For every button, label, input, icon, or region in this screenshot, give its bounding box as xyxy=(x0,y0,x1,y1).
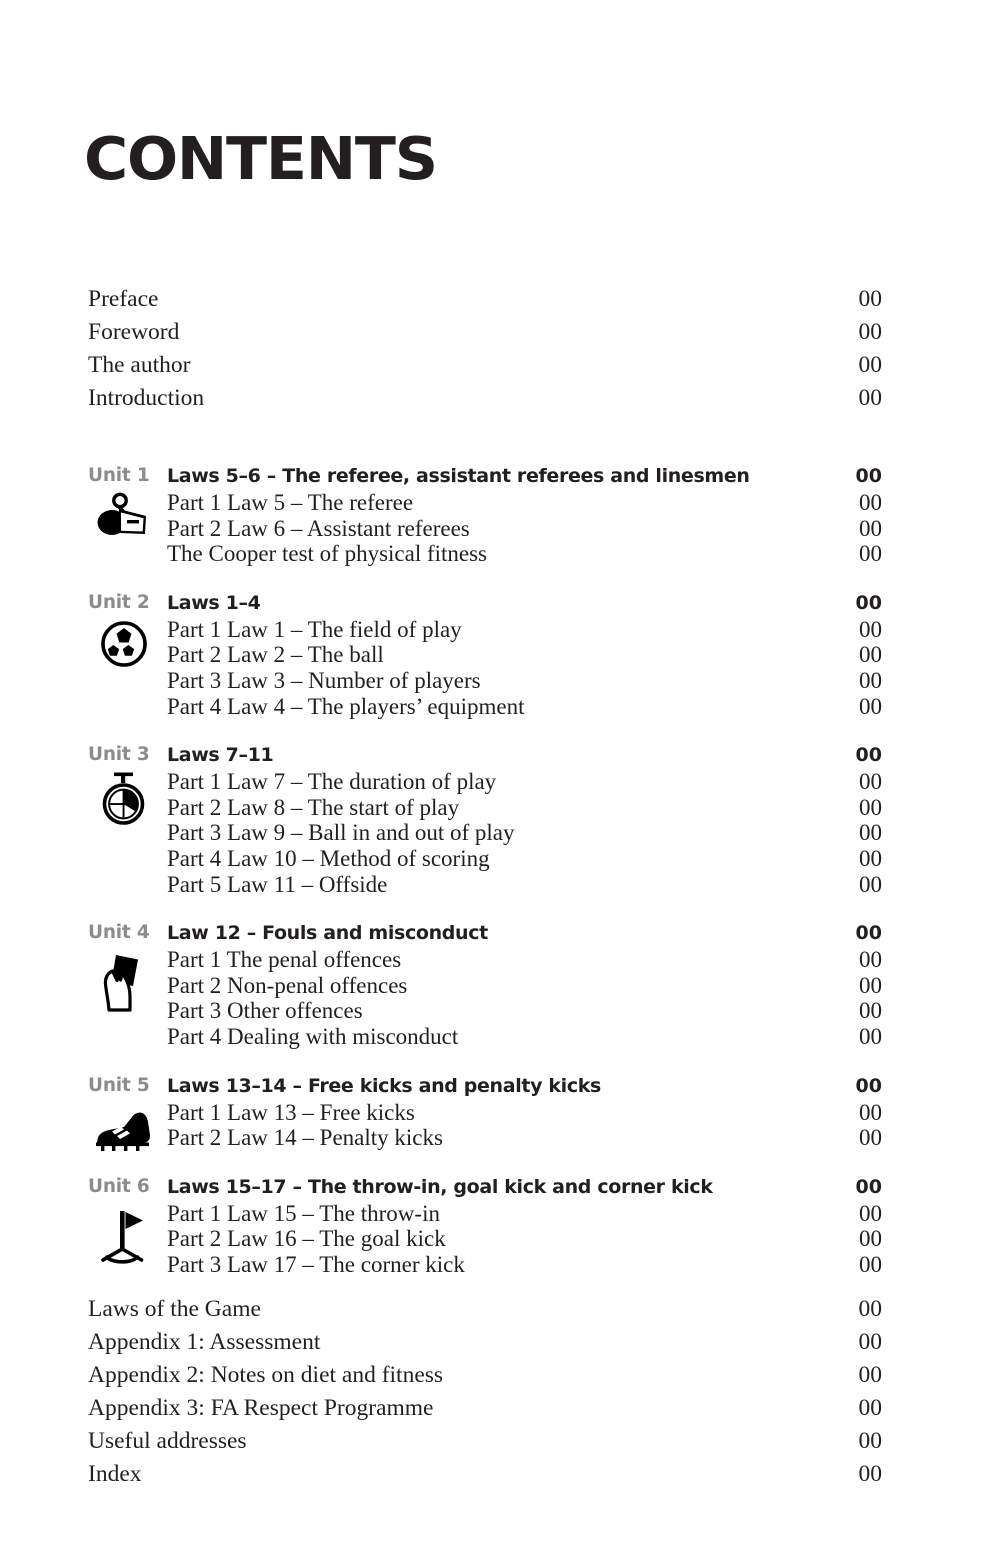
unit-title: Laws 15–17 – The throw-in, goal kick and corner kick xyxy=(167,1175,713,1198)
spacer xyxy=(88,415,882,462)
part-label: Part 2 Law 2 – The ball xyxy=(167,642,384,668)
part-row[interactable] xyxy=(167,1226,882,1252)
stopwatch-icon xyxy=(88,769,160,839)
part-label: Part 3 Other offences xyxy=(167,998,363,1024)
unit-tag: Unit 5 xyxy=(88,1074,150,1096)
part-row[interactable] xyxy=(167,998,882,1024)
unit-tag: Unit 1 xyxy=(88,465,150,486)
part-row[interactable] xyxy=(167,947,882,973)
corner-flag-icon xyxy=(88,1201,160,1271)
part-label: Part 1 Law 7 – The duration of play xyxy=(167,769,497,795)
unit-title: Laws 1–4 xyxy=(167,591,261,614)
page-number: 00 xyxy=(858,1395,882,1422)
part-label: The Cooper test of physical fitness xyxy=(167,541,488,567)
page-number: 00 xyxy=(859,947,882,973)
unit-heading[interactable] xyxy=(88,462,882,490)
entry-label: Appendix 1: Assessment xyxy=(88,1329,321,1356)
entry-label: Appendix 3: FA Respect Programme xyxy=(88,1395,434,1422)
page-number: 00 xyxy=(859,642,882,668)
page-title: CONTENTS xyxy=(84,124,437,193)
football-icon xyxy=(88,617,160,687)
page-number: 00 xyxy=(859,998,882,1024)
part-row[interactable] xyxy=(167,541,882,567)
list-item[interactable] xyxy=(88,1359,882,1392)
entry-label: Introduction xyxy=(88,385,205,411)
unit-heading[interactable] xyxy=(88,589,882,617)
unit-parts xyxy=(88,769,882,897)
part-label: Part 2 Law 16 – The goal kick xyxy=(167,1226,446,1252)
part-row[interactable] xyxy=(167,795,882,821)
page-number: 00 xyxy=(859,1125,882,1151)
entry-label: Appendix 2: Notes on diet and fitness xyxy=(88,1362,444,1389)
list-item[interactable] xyxy=(88,349,882,382)
unit-tag: Unit 6 xyxy=(88,1175,150,1197)
page-number: 00 xyxy=(859,541,882,567)
front-matter-list xyxy=(88,283,882,415)
unit-heading[interactable] xyxy=(88,919,882,947)
page-number: 00 xyxy=(855,922,882,945)
page-number: 00 xyxy=(859,1099,882,1125)
unit-tag: Unit 3 xyxy=(88,744,150,766)
entry-label: Index xyxy=(88,1461,142,1488)
part-row[interactable] xyxy=(167,1201,882,1227)
unit-parts xyxy=(88,1100,882,1151)
part-label: Part 1 Law 1 – The field of play xyxy=(167,616,462,642)
page-number: 00 xyxy=(859,490,882,515)
page-number: 00 xyxy=(858,385,882,411)
page-number: 00 xyxy=(858,319,882,345)
page-number: 00 xyxy=(858,1461,882,1488)
page-number: 00 xyxy=(855,1175,882,1198)
page-number: 00 xyxy=(859,515,882,541)
unit-title: Laws 5–6 – The referee, assistant referees and linesmen xyxy=(167,465,750,487)
part-row[interactable] xyxy=(167,1024,882,1050)
unit-block-1 xyxy=(88,462,882,567)
page-number: 00 xyxy=(859,693,882,719)
unit-block-6 xyxy=(88,1173,882,1278)
page-number: 00 xyxy=(859,794,882,820)
part-label: Part 2 Law 6 – Assistant referees xyxy=(167,515,470,541)
unit-heading[interactable] xyxy=(88,1173,882,1201)
unit-parts xyxy=(88,947,882,1049)
back-matter-list xyxy=(88,1293,882,1491)
page-number: 00 xyxy=(859,820,882,846)
unit-title: Law 12 – Fouls and misconduct xyxy=(167,922,488,945)
unit-parts xyxy=(88,617,882,719)
list-item[interactable] xyxy=(88,1425,882,1458)
list-item[interactable] xyxy=(88,1293,882,1326)
part-row[interactable] xyxy=(167,846,882,872)
page-number: 00 xyxy=(859,845,882,871)
page-number: 00 xyxy=(858,1362,882,1389)
part-row[interactable] xyxy=(167,617,882,643)
entry-label: The author xyxy=(88,352,191,378)
page-number: 00 xyxy=(859,972,882,998)
part-label: Part 3 Law 9 – Ball in and out of play xyxy=(167,820,515,846)
page-number: 00 xyxy=(859,1200,882,1226)
entry-label: Laws of the Game xyxy=(88,1296,261,1323)
part-label: Part 2 Non-penal offences xyxy=(167,972,408,998)
part-row[interactable] xyxy=(167,769,882,795)
part-label: Part 1 The penal offences xyxy=(167,947,402,973)
part-row[interactable] xyxy=(167,1252,882,1278)
part-label: Part 1 Law 13 – Free kicks xyxy=(167,1099,415,1125)
part-row[interactable] xyxy=(167,642,882,668)
page-number: 00 xyxy=(855,465,882,487)
page-number: 00 xyxy=(858,286,882,312)
part-label: Part 4 Law 4 – The players’ equipment xyxy=(167,693,525,719)
page-number: 00 xyxy=(858,352,882,378)
part-row[interactable] xyxy=(167,1100,882,1126)
part-label: Part 4 Dealing with misconduct xyxy=(167,1023,459,1049)
unit-parts xyxy=(88,490,882,567)
list-item[interactable] xyxy=(88,316,882,349)
table-of-contents xyxy=(88,283,882,1491)
part-row[interactable] xyxy=(167,872,882,898)
page-number: 00 xyxy=(858,1428,882,1455)
unit-block-4 xyxy=(88,919,882,1049)
page-number: 00 xyxy=(855,744,882,767)
page-number: 00 xyxy=(859,616,882,642)
part-row[interactable] xyxy=(167,1125,882,1151)
part-label: Part 3 Law 17 – The corner kick xyxy=(167,1251,465,1277)
part-row[interactable] xyxy=(167,694,882,720)
list-item[interactable] xyxy=(88,283,882,316)
part-label: Part 2 Law 14 – Penalty kicks xyxy=(167,1125,443,1151)
unit-block-2 xyxy=(88,589,882,719)
page-number: 00 xyxy=(855,591,882,614)
list-item[interactable] xyxy=(88,382,882,415)
list-item[interactable] xyxy=(88,1458,882,1491)
page-number: 00 xyxy=(855,1074,882,1097)
unit-heading[interactable] xyxy=(88,741,882,769)
unit-heading[interactable] xyxy=(88,1072,882,1100)
part-label: Part 1 Law 15 – The throw-in xyxy=(167,1200,440,1226)
page-number: 00 xyxy=(858,1329,882,1356)
unit-tag: Unit 2 xyxy=(88,591,150,613)
entry-label: Foreword xyxy=(88,319,180,345)
page-number: 00 xyxy=(859,871,882,897)
page-number: 00 xyxy=(859,1251,882,1277)
list-item[interactable] xyxy=(88,1326,882,1359)
entry-label: Useful addresses xyxy=(88,1428,247,1455)
part-row[interactable] xyxy=(167,820,882,846)
unit-title: Laws 7–11 xyxy=(167,744,274,767)
part-row[interactable] xyxy=(167,668,882,694)
whistle-icon xyxy=(88,490,160,560)
list-item[interactable] xyxy=(88,1392,882,1425)
part-row[interactable] xyxy=(167,516,882,542)
unit-block-5 xyxy=(88,1072,882,1151)
part-label: Part 1 Law 5 – The referee xyxy=(167,490,414,515)
part-label: Part 3 Law 3 – Number of players xyxy=(167,667,481,693)
unit-tag: Unit 4 xyxy=(88,922,150,944)
unit-parts xyxy=(88,1201,882,1278)
part-label: Part 4 Law 10 – Method of scoring xyxy=(167,845,490,871)
part-row[interactable] xyxy=(167,490,882,516)
page-number: 00 xyxy=(859,769,882,795)
entry-label: Preface xyxy=(88,286,159,312)
page-number: 00 xyxy=(859,667,882,693)
unit-block-3 xyxy=(88,741,882,897)
page-number: 00 xyxy=(859,1023,882,1049)
page-number: 00 xyxy=(858,1296,882,1323)
part-label: Part 5 Law 11 – Offside xyxy=(167,871,388,897)
red-card-in-hand-icon xyxy=(88,947,160,1017)
part-row[interactable] xyxy=(167,973,882,999)
unit-title: Laws 13–14 – Free kicks and penalty kicks xyxy=(167,1074,602,1097)
part-label: Part 2 Law 8 – The start of play xyxy=(167,794,460,820)
football-boot-icon xyxy=(88,1100,160,1170)
page-number: 00 xyxy=(859,1226,882,1252)
